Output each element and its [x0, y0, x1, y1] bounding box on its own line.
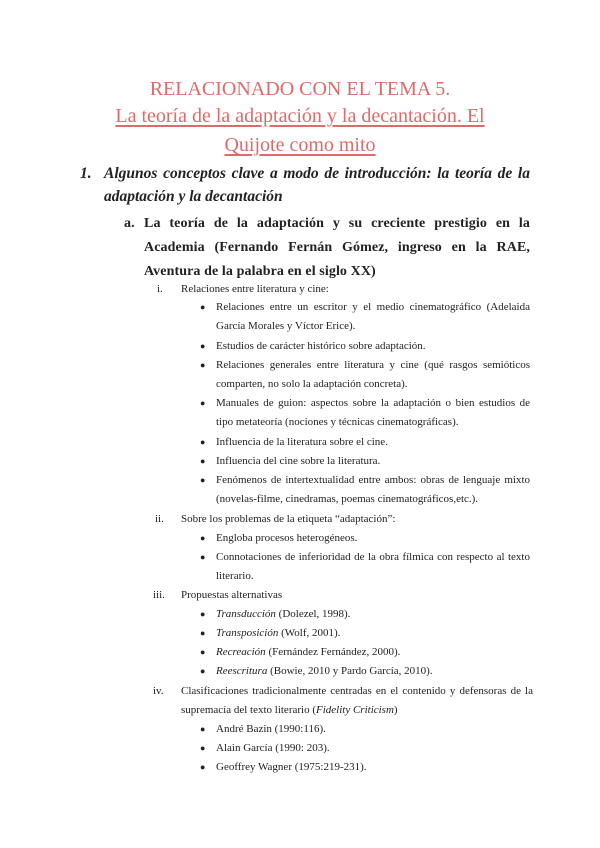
bullet-icon: ●: [200, 552, 206, 562]
section-number: 1.: [80, 165, 92, 182]
roman-number: i.: [157, 283, 163, 295]
bullet-item: [200, 720, 530, 739]
bullet-item: [200, 529, 530, 548]
roman-text: Sobre los problemas de la etiqueta “adaptación”:: [181, 513, 396, 525]
bullet-icon: ●: [200, 475, 206, 485]
bullet-item: [200, 298, 530, 336]
bullet-text: Relaciones entre un escritor y el medio cinematográfico (Adelaida García Morales y Víctor Erice).: [216, 301, 530, 332]
bullet-text: Recreación (Fernández Fernández, 2000).: [216, 646, 401, 658]
bullet-text: Influencia del cine sobre la literatura.: [216, 455, 381, 467]
section-text: Algunos conceptos clave a modo de introducción: la teoría de la adaptación y la decantación: [104, 165, 530, 205]
bullet-item: [200, 624, 530, 643]
roman-text: Propuestas alternativas: [181, 589, 283, 601]
bullet-item: [200, 605, 530, 624]
document-title-line-2: La teoría de la adaptación y la decantación. El: [115, 105, 485, 127]
bullet-item: [200, 337, 530, 356]
roman-number: ii.: [155, 513, 164, 525]
subsection-text: La teoría de la adaptación y su creciente prestigio en la Academia (Fernando Fernán Gómez, ingreso en la RAE, Aventura de la palabra en el siglo XX): [144, 216, 530, 279]
bullet-icon: ●: [200, 533, 206, 543]
bullet-text: Influencia de la literatura sobre el cine.: [216, 436, 388, 448]
bullet-text: Transducción (Dolezel, 1998).: [216, 608, 351, 620]
bullet-text: Fenómenos de intertextualidad entre ambos: obras de lenguaje mixto (novelas-filme, cinedramas, poemas cinematográficos,etc.).: [216, 474, 530, 505]
bullet-text: Geoffrey Wagner (1975:219-231).: [216, 761, 367, 773]
bullet-icon: ●: [200, 666, 206, 676]
bullet-icon: ●: [200, 762, 206, 772]
bullet-text: Estudios de carácter histórico sobre adaptación.: [216, 340, 426, 352]
bullet-text: Connotaciones de inferioridad de la obra fílmica con respecto al texto literario.: [216, 551, 530, 582]
roman-text: Relaciones entre literatura y cine:: [181, 283, 329, 295]
bullet-icon: ●: [200, 743, 206, 753]
bullet-item: [200, 548, 530, 586]
bullet-icon: ●: [200, 302, 206, 312]
list-item-roman-iv: [153, 682, 533, 720]
bullet-item: [200, 356, 530, 394]
roman-text: Clasificaciones tradicionalmente centradas en el contenido y defensoras de la supremacía del texto literario (Fidelity Criticism): [181, 685, 533, 716]
bullet-item: [200, 662, 530, 681]
bullet-item: [200, 433, 530, 452]
bullet-item: [200, 471, 530, 509]
bullet-icon: ●: [200, 609, 206, 619]
document-title-line-1: RELACIONADO CON EL TEMA 5.: [149, 78, 451, 100]
bullet-icon: ●: [200, 437, 206, 447]
bullet-icon: ●: [200, 398, 206, 408]
subsection-number: a.: [124, 216, 135, 231]
roman-number: iii.: [153, 589, 165, 601]
bullet-item: [200, 643, 530, 662]
bullet-icon: ●: [200, 628, 206, 638]
bullet-text: Engloba procesos heterogéneos.: [216, 532, 358, 544]
section-heading-1: [80, 162, 530, 208]
bullet-text: André Bazin (1990:116).: [216, 723, 326, 735]
subsection-heading-a: [124, 212, 530, 284]
bullet-text: Alain García (1990: 203).: [216, 742, 330, 754]
bullet-icon: ●: [200, 456, 206, 466]
bullet-text: Manuales de guion: aspectos sobre la adaptación o bien estudios de tipo metateoría (nociones y técnicas cinematográficas).: [216, 397, 530, 428]
bullet-icon: ●: [200, 360, 206, 370]
bullet-text: Transposición (Wolf, 2001).: [216, 627, 341, 639]
bullet-icon: ●: [200, 647, 206, 657]
document-title-line-3: Quijote como mito: [224, 134, 376, 156]
bullet-item: [200, 394, 530, 432]
roman-number: iv.: [153, 685, 164, 697]
bullet-text: Reescritura (Bowie, 2010 y Pardo García, 2010).: [216, 665, 433, 677]
bullet-text: Relaciones generales entre literatura y cine (qué rasgos semióticos comparten, no solo la adaptación concreta).: [216, 359, 530, 390]
bullet-item: [200, 758, 530, 777]
bullet-item: [200, 452, 530, 471]
bullet-item: [200, 739, 530, 758]
bullet-icon: ●: [200, 724, 206, 734]
bullet-icon: ●: [200, 341, 206, 351]
